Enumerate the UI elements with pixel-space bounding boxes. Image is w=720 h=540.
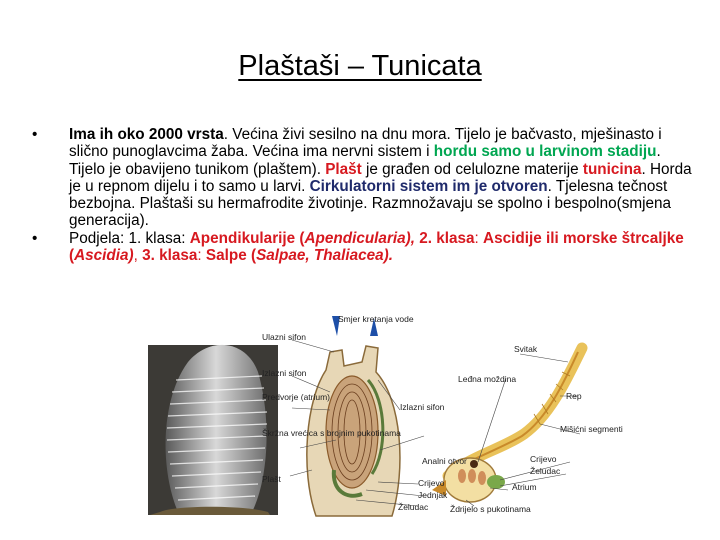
text-segment: :: [197, 247, 206, 265]
label-spinal-cord: Leđna moždina: [458, 374, 517, 384]
label-pharynx-slits: Ždrijelo s pukotinama: [450, 504, 531, 514]
text-class1: Apendikularije (: [189, 229, 305, 247]
text-species-count: Ima ih oko 2000 vrsta: [69, 126, 224, 143]
label-notochord: Svitak: [514, 344, 538, 354]
label-stomach: Želudac: [398, 502, 429, 512]
text-segment: . Većina živi sesilno na dnu mora. Tijelo je bačvasto, mješinasto i slično punoglavcima žaba. Većina ima nervni sistem i: [69, 126, 662, 161]
label-atrium: Predvorje (atrium): [262, 392, 331, 402]
label-larva-stomach: Želudac: [530, 466, 561, 476]
text-class2-label: 2. klasa: [419, 229, 475, 247]
label-larva-atrium: Atrium: [512, 482, 537, 492]
label-water-direction: Smjer kretanja vode: [338, 314, 414, 324]
bullet-dot: •: [32, 229, 38, 247]
text-segment: . Tijelo je obavijeno tunikom (plaštem).: [69, 143, 661, 178]
text-plast: Plašt: [325, 160, 362, 178]
text-segment: :: [474, 229, 484, 247]
label-inlet-siphon: Ulazni sifon: [262, 332, 306, 342]
ascidian-photo: [148, 345, 278, 515]
text-class2: Ascidije ili morske štrcaljke (: [69, 229, 684, 265]
text-tunicin: tunicina: [582, 160, 642, 178]
text-chorda-larva: hordu samo u larvinom stadiju: [433, 143, 657, 161]
label-larva-intestine: Crijevo: [530, 454, 557, 464]
text-class3-label: 3. klasa: [142, 247, 198, 265]
text-segment: je građen od celulozne materije: [361, 160, 583, 178]
label-gill-sac: Škržna vrećica s brojnim pukotinama: [262, 428, 401, 438]
text-circulatory: Cirkulatorni sistem im je otvoren: [309, 177, 548, 195]
label-intestine: Crijevo: [418, 478, 445, 488]
text-class3: Salpe (: [205, 247, 257, 265]
slide-title: Plaštaši – Tunicata: [238, 50, 482, 82]
text-segment: . Tjelesna tečnost bezbojna. Plaštaši su hermafrodite životinje. Razmnožavaju se spolno i bespolno(smjena generacija).: [69, 177, 672, 230]
text-segment: . Horda je u repnom dijelu i to samo u larvi.: [69, 160, 692, 195]
text-segment: Podjela: 1. klasa:: [69, 229, 190, 247]
label-tunic: Plašt: [262, 474, 281, 484]
text-class1-latin: Apendicularia),: [304, 229, 420, 247]
label-anal-opening: Analni otvor: [422, 456, 467, 466]
label-outlet-siphon: Izlazni sifon: [262, 368, 307, 378]
text-segment: ,: [133, 247, 143, 265]
label-esophagus: Jednjak: [418, 490, 448, 500]
label-tail: Rep: [566, 391, 582, 401]
label-muscle-segments: Mišićni segmenti: [560, 424, 623, 434]
text-class3-latin: Salpae, Thaliacea).: [256, 247, 393, 265]
ascidia-diagram: [290, 316, 424, 516]
bullet-dot: •: [32, 126, 38, 143]
label-outlet-siphon-2: Izlazni sifon: [400, 402, 445, 412]
text-class2-latin: Ascidia): [74, 247, 134, 265]
